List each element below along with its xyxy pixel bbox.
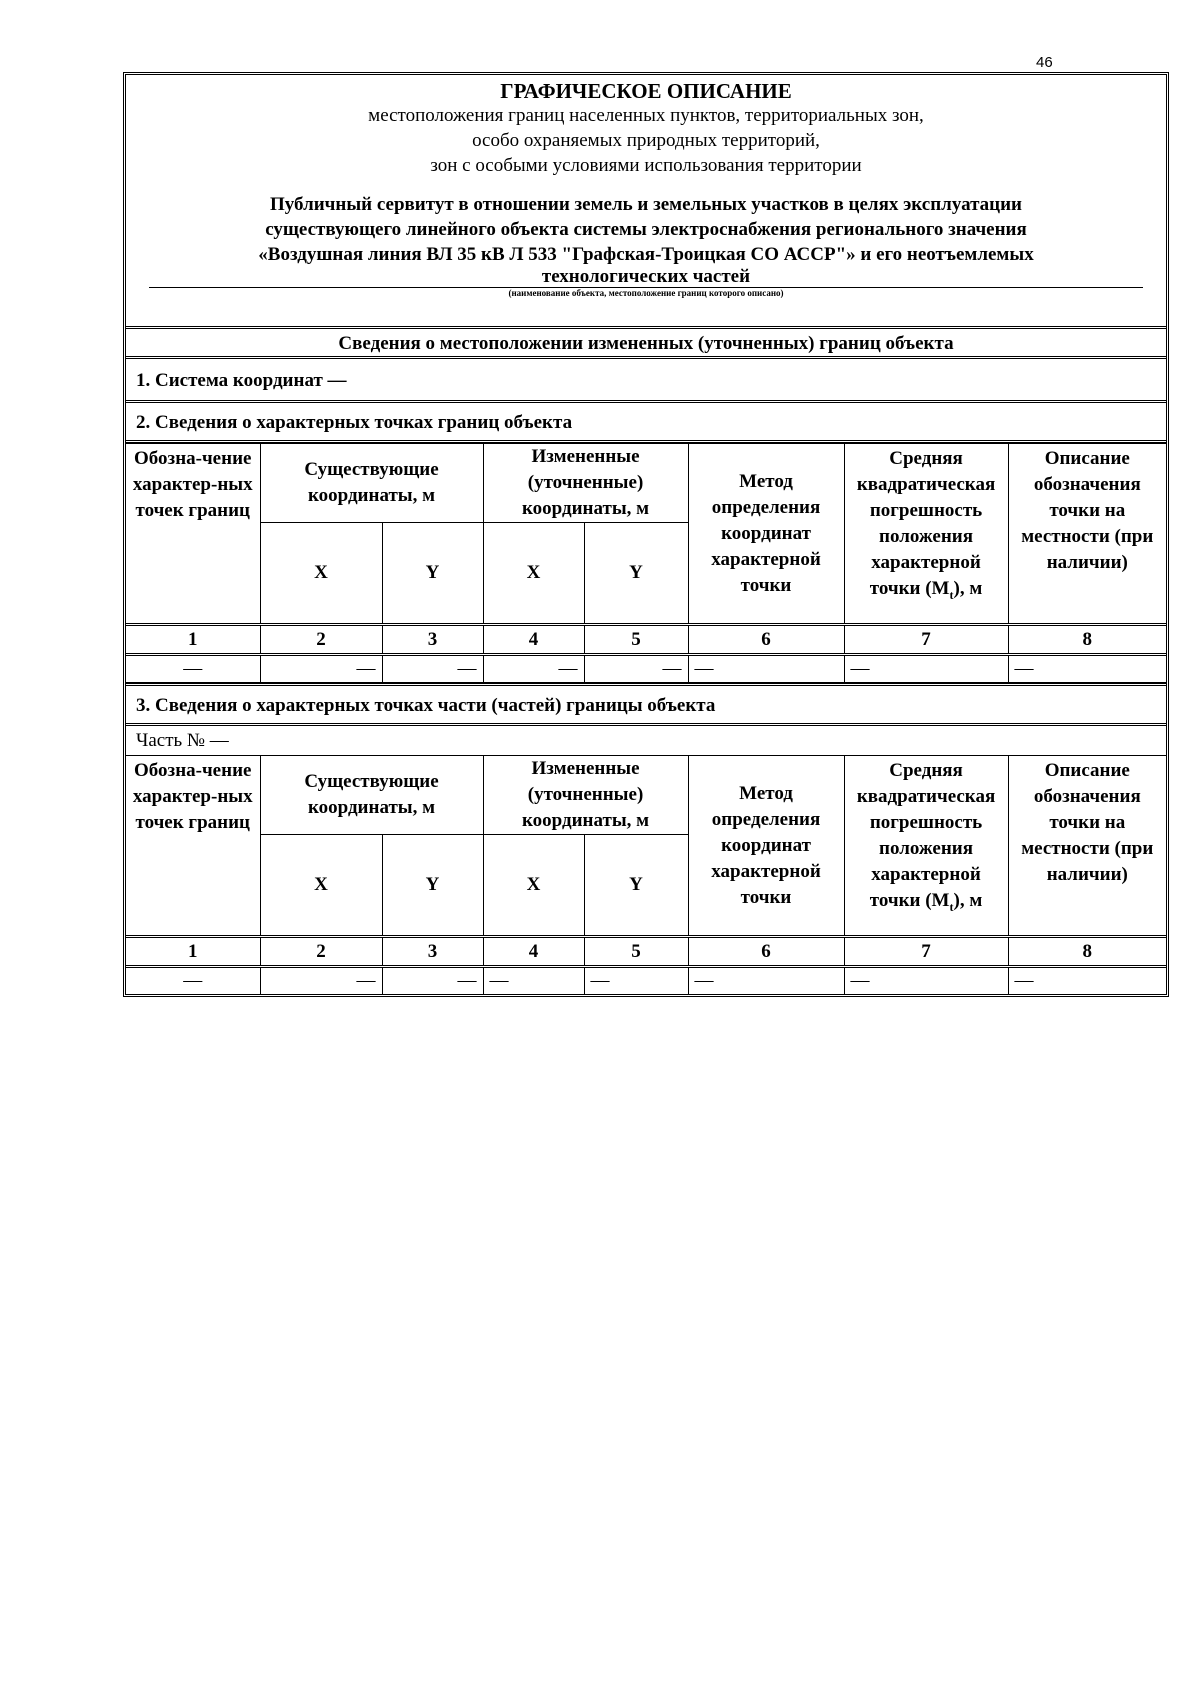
th-existing-x: X [260, 835, 382, 937]
th-method: Метод определения координат характерной точки [688, 756, 844, 937]
document-title: ГРАФИЧЕСКОЕ ОПИСАНИЕ [500, 79, 792, 103]
th-existing-coords: Существующие координаты, м [260, 756, 483, 835]
th-changed-y: Y [584, 835, 688, 937]
table-cell: — [844, 967, 1008, 995]
th-error-sub: t [949, 899, 954, 914]
col-number: 1 [126, 625, 260, 655]
object-name [150, 192, 1142, 287]
th-existing-x: X [260, 523, 382, 625]
subtitle-line-1: местоположения границ населенных пунктов, территориальных зон, [368, 105, 924, 126]
col-number: 6 [688, 625, 844, 655]
col-number: 3 [382, 937, 483, 967]
table-points [126, 443, 1166, 686]
document-frame [123, 72, 1169, 997]
th-error [844, 756, 1008, 937]
th-error-tail: ), м [953, 890, 983, 911]
subtitle-line-3: зон с особыми условиями использования территории [430, 155, 862, 176]
col-number: 2 [260, 625, 382, 655]
section2-title: 2. Сведения о характерных точках границ объекта [126, 403, 1166, 443]
table-cell: — [584, 655, 688, 683]
col-number: 8 [1008, 625, 1166, 655]
th-point-designation: Обозна-чение характер-ных точек границ [126, 444, 260, 625]
section3-title: 3. Сведения о характерных точках части (частей) границы объекта [126, 686, 1166, 726]
table-cell: — [584, 967, 688, 995]
col-number: 7 [844, 937, 1008, 967]
th-point-designation: Обозна-чение характер-ных точек границ [126, 756, 260, 937]
col-number: 8 [1008, 937, 1166, 967]
table-cell: — [126, 967, 260, 995]
table-cell: — [382, 967, 483, 995]
table-cell: — [1008, 655, 1166, 683]
subtitle-line-2: особо охраняемых природных территорий, [472, 130, 820, 151]
table-row [126, 967, 1166, 995]
table-part-points [126, 756, 1166, 994]
th-existing-y: Y [382, 835, 483, 937]
section-title: Сведения о местоположении измененных (уточненных) границ объекта [126, 329, 1166, 359]
table-cell: — [483, 655, 584, 683]
th-error-tail: ), м [953, 578, 983, 599]
th-changed-x: X [483, 835, 584, 937]
object-line-1: Публичный сервитут в отношении земель и земельных участков в целях эксплуатации [270, 194, 1022, 215]
th-changed-coords: Измененные (уточненные) координаты, м [483, 444, 688, 523]
table-cell: — [688, 655, 844, 683]
part-label: Часть № — [126, 726, 1166, 756]
table-cell: — [1008, 967, 1166, 995]
th-error [844, 444, 1008, 625]
object-line-2: существующего линейного объекта системы электроснабжения регионального значения [265, 219, 1027, 240]
table-row [126, 655, 1166, 683]
th-description: Описание обозначения точки на местности (при наличии) [1008, 756, 1166, 937]
table-cell: — [126, 655, 260, 683]
table-cell: — [260, 967, 382, 995]
col-number: 5 [584, 937, 688, 967]
col-number: 6 [688, 937, 844, 967]
col-number: 5 [584, 625, 688, 655]
col-number: 2 [260, 937, 382, 967]
table-cell: — [382, 655, 483, 683]
th-error-label: Средняя квадратическая погрешность положения характерной точки (M [856, 760, 996, 911]
table-cell: — [844, 655, 1008, 683]
th-error-sub: t [949, 587, 954, 602]
table-cell: — [260, 655, 382, 683]
th-error-label: Средняя квадратическая погрешность положения характерной точки (M [856, 448, 996, 599]
th-method: Метод определения координат характерной точки [688, 444, 844, 625]
col-number: 4 [483, 625, 584, 655]
th-existing-coords: Существующие координаты, м [260, 444, 483, 523]
object-caption: (наименование объекта, местоположение границ которого описано) [508, 288, 784, 298]
col-number: 3 [382, 625, 483, 655]
page-number: 46 [1036, 54, 1053, 71]
col-number: 4 [483, 937, 584, 967]
object-line-4: технологических частей [541, 266, 751, 287]
th-changed-x: X [483, 523, 584, 625]
table-cell: — [688, 967, 844, 995]
th-changed-y: Y [584, 523, 688, 625]
document-header [126, 75, 1166, 329]
coord-system: 1. Система координат — [126, 359, 1166, 403]
col-number: 1 [126, 937, 260, 967]
col-number: 7 [844, 625, 1008, 655]
object-line-3: «Воздушная линия ВЛ 35 кВ Л 533 "Графская-Троицкая СО АССР"» и его неотъемлемых [258, 244, 1034, 265]
th-existing-y: Y [382, 523, 483, 625]
th-changed-coords: Измененные (уточненные) координаты, м [483, 756, 688, 835]
th-description: Описание обозначения точки на местности (при наличии) [1008, 444, 1166, 625]
table-cell: — [483, 967, 584, 995]
